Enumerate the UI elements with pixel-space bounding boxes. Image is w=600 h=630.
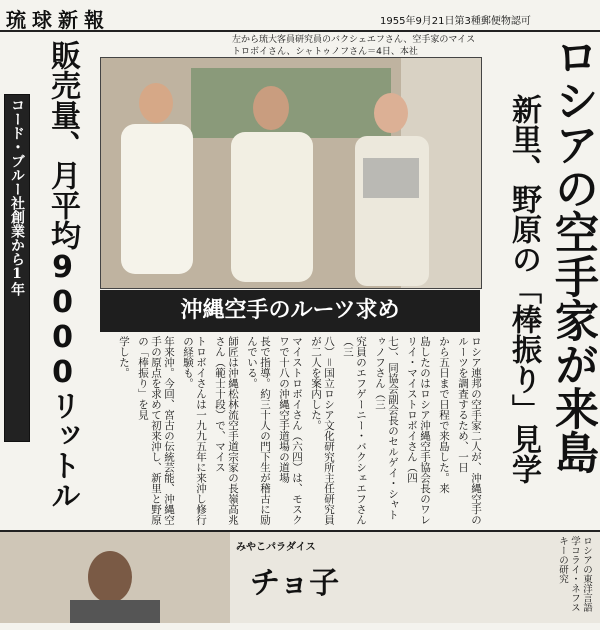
body-col: 師匠は沖縄松林流空手道宗家の長嶺高兆さん（範士十段）で、マイス — [214, 336, 239, 525]
body-col: 島したのはロシア沖縄空手協会長のワレリイ・マイストロボイさん（四 — [406, 336, 431, 525]
bottom-right-col: ロシアの東洋言語学コライ・ネフスキーの研究 — [557, 536, 592, 612]
body-col: から五日まで日程で来島した。来 — [438, 336, 450, 494]
body-col: 八）＝国立ロシア文化研究所主任研究員が二人を案内した。 — [310, 336, 335, 525]
main-headline: ロシアの空手家が来島 — [547, 34, 598, 474]
photo-illustration — [101, 58, 481, 288]
body-col: マイストロボイさん（六四）は、モスクワで十八の沖縄空手道場の道場 — [278, 336, 303, 525]
body-col: 年来沖。今回、宮古の伝統芸能、沖縄空手の原点を求めて初来沖し、新里と野原の「棒振り」を見 — [137, 336, 175, 525]
photo-caption: 左から琉大客員研究員のバクシェエフさん、空手家のマイストロボイさん、シャトゥノフさん＝4日、本社 — [232, 35, 476, 57]
bottom-photo-illustration — [0, 532, 230, 623]
body-col: トロボイさんは一九九五年に来沖し修行の経験も。 — [182, 336, 207, 525]
newspaper-title: 琉球新報 — [6, 8, 110, 32]
date-line: 1955年9月21日第3種郵便物認可 — [380, 16, 531, 27]
masthead — [0, 0, 600, 32]
left-subheadline-box: コード・ブルー社創業から1年 — [4, 94, 30, 442]
left-headline: 販売量、月平均9000リットル — [45, 40, 80, 510]
bottom-photo — [0, 532, 230, 623]
body-col: 長で指導。約三十人の門下生が稽古に励んでいる。 — [246, 336, 271, 525]
banner-headline: 沖縄空手のルーツ求め — [100, 290, 480, 332]
article-body — [100, 336, 482, 526]
body-col: ロシア連邦の空手家二人が、沖縄空手のルーツを調査するため、一日 — [457, 336, 482, 525]
main-headline-block — [486, 34, 600, 594]
body-col: 究員のエフゲーニー・バクシェエフさん（三 — [342, 336, 367, 525]
body-col: 七）、同協会副会長のセルゲイ・シャトゥノフさん（三 — [374, 336, 399, 520]
bottom-label: みやこパラダイス — [236, 542, 316, 553]
body-col: 学した。 — [118, 336, 130, 378]
sub-headline: 新里、野原の「棒振り」見学 — [506, 94, 541, 484]
bottom-section — [0, 530, 600, 623]
bottom-big-text: チョ子 — [250, 566, 340, 601]
news-photo — [100, 57, 482, 289]
